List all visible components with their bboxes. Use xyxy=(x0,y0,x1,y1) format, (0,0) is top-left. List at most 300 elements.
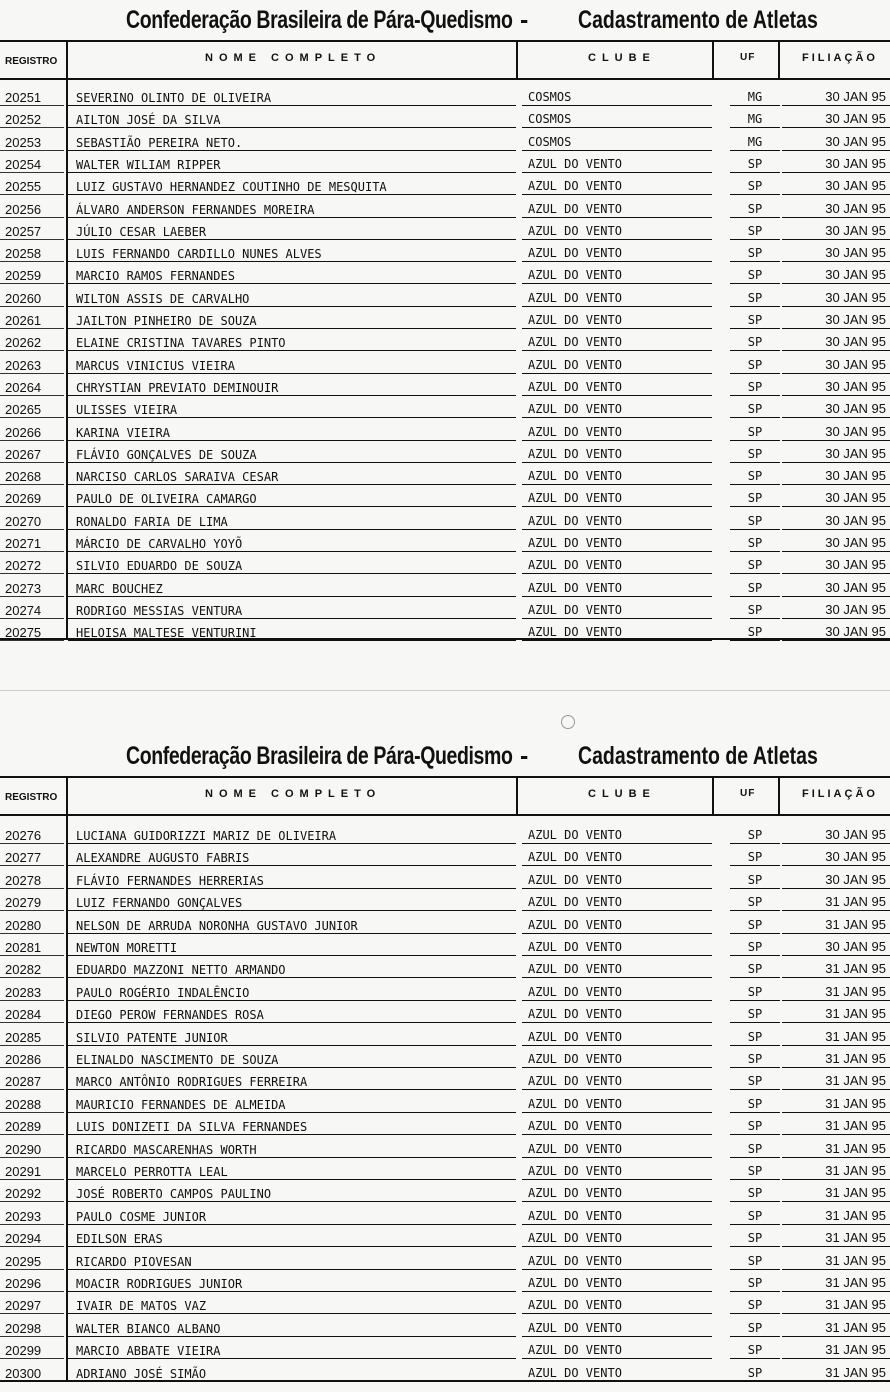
cell-filiacao: 31 JAN 95 xyxy=(825,1185,886,1201)
cell-registro: 20255 xyxy=(5,179,42,195)
cell-filiacao: 30 JAN 95 xyxy=(825,468,886,484)
cell-uf: SP xyxy=(747,335,763,350)
column-divider xyxy=(712,776,714,816)
cell-uf: SP xyxy=(747,179,763,194)
cell-clube: AZUL DO VENTO xyxy=(528,1052,622,1066)
table-row xyxy=(0,285,890,307)
cell-filiacao: 30 JAN 95 xyxy=(825,289,886,305)
cell-uf: SP xyxy=(747,940,763,954)
cell-filiacao: 30 JAN 95 xyxy=(825,356,886,372)
cell-filiacao: 30 JAN 95 xyxy=(825,267,886,283)
cell-clube: AZUL DO VENTO xyxy=(528,335,622,350)
table-row xyxy=(0,552,890,574)
cell-registro: 20278 xyxy=(5,872,42,888)
cell-registro: 20263 xyxy=(5,357,42,373)
cell-nome: FLÁVIO GONÇALVES DE SOUZA xyxy=(76,447,257,462)
table-row xyxy=(0,912,890,934)
cell-registro: 20300 xyxy=(5,1365,42,1381)
table-row xyxy=(0,1292,890,1314)
cell-registro: 20253 xyxy=(5,134,42,150)
cell-nome: WALTER WILIAM RIPPER xyxy=(76,157,221,172)
table-row xyxy=(0,822,890,844)
cell-nome: ADRIANO JOSÉ SIMÃO xyxy=(76,1366,207,1381)
cell-registro: 20261 xyxy=(5,313,42,328)
cell-clube: AZUL DO VENTO xyxy=(528,201,622,216)
cell-registro: 20279 xyxy=(5,895,42,911)
column-header-row xyxy=(0,776,890,816)
cell-filiacao: 30 JAN 95 xyxy=(825,827,886,842)
cell-registro: 20259 xyxy=(5,268,42,284)
cell-nome: MAURICIO FERNANDES DE ALMEIDA xyxy=(76,1097,286,1112)
cell-uf: SP xyxy=(747,984,763,999)
header-nome-completo: NOME COMPLETO xyxy=(205,52,382,64)
cell-filiacao: 30 JAN 95 xyxy=(825,312,886,327)
title-cadastramento: Cadastramento de Atletas xyxy=(578,6,818,34)
cell-registro: 20271 xyxy=(5,536,42,551)
table-row xyxy=(0,1180,890,1202)
column-divider xyxy=(516,776,518,816)
cell-nome: JAILTON PINHEIRO DE SOUZA xyxy=(76,314,257,328)
cell-registro: 20276 xyxy=(5,828,42,843)
cell-registro: 20277 xyxy=(5,850,42,866)
cell-nome: EDUARDO MAZZONI NETTO ARMANDO xyxy=(76,963,286,978)
cell-clube: AZUL DO VENTO xyxy=(528,1343,622,1358)
cell-nome: LUIS FERNANDO CARDILLO NUNES ALVES xyxy=(76,247,322,262)
cell-filiacao: 31 JAN 95 xyxy=(825,1051,886,1066)
cell-nome: AILTON JOSÉ DA SILVA xyxy=(76,113,221,128)
cell-nome: LUCIANA GUIDORIZZI MARIZ DE OLIVEIRA xyxy=(76,829,337,843)
cell-filiacao: 31 JAN 95 xyxy=(825,1073,886,1089)
cell-uf: SP xyxy=(747,290,763,305)
table-row xyxy=(0,575,890,597)
cell-clube: AZUL DO VENTO xyxy=(528,558,622,573)
underline-rule xyxy=(782,640,890,641)
cell-uf: SP xyxy=(747,536,763,550)
table-row xyxy=(0,1001,890,1023)
table-row xyxy=(0,240,890,262)
cell-nome: WALTER BIANCO ALBANO xyxy=(76,1321,221,1336)
cell-filiacao: 30 JAN 95 xyxy=(825,133,886,149)
cell-filiacao: 31 JAN 95 xyxy=(825,1230,886,1246)
cell-uf: SP xyxy=(747,580,763,595)
header-filiacao: FILIAÇÃO xyxy=(802,52,878,64)
cell-nome: SEVERINO OLINTO DE OLIVEIRA xyxy=(76,91,272,105)
table-row xyxy=(0,934,890,956)
header-clube: CLUBE xyxy=(588,788,656,800)
table-row xyxy=(0,867,890,889)
cell-registro: 20272 xyxy=(5,558,42,574)
cell-uf: SP xyxy=(747,1186,763,1201)
cell-uf: SP xyxy=(747,402,763,417)
cell-filiacao: 31 JAN 95 xyxy=(825,1319,886,1335)
cell-nome: NARCISO CARLOS SARAIVA CESAR xyxy=(76,470,279,485)
cell-filiacao: 30 JAN 95 xyxy=(825,849,886,865)
table-row xyxy=(0,1225,890,1247)
cell-clube: AZUL DO VENTO xyxy=(528,156,622,171)
cell-filiacao: 30 JAN 95 xyxy=(825,871,886,887)
cell-uf: SP xyxy=(747,828,763,842)
cell-filiacao: 30 JAN 95 xyxy=(825,445,886,461)
cell-registro: 20285 xyxy=(5,1029,42,1045)
cell-uf: SP xyxy=(747,491,763,506)
cell-uf: SP xyxy=(747,1164,763,1178)
table-row xyxy=(0,1315,890,1337)
cell-clube: AZUL DO VENTO xyxy=(528,1119,622,1134)
cell-clube: AZUL DO VENTO xyxy=(528,513,622,528)
cell-filiacao: 30 JAN 95 xyxy=(825,222,886,238)
cell-uf: SP xyxy=(747,1074,763,1089)
column-divider xyxy=(712,40,714,80)
cell-nome: NELSON DE ARRUDA NORONHA GUSTAVO JUNIOR xyxy=(76,918,358,933)
cell-nome: PAULO DE OLIVEIRA CAMARGO xyxy=(76,492,257,507)
cell-nome: MARC BOUCHEZ xyxy=(76,581,163,596)
underline-rule xyxy=(522,640,712,641)
cell-nome: CHRYSTIAN PREVIATO DEMINOUIR xyxy=(76,380,279,395)
cell-registro: 20295 xyxy=(5,1253,42,1269)
cell-filiacao: 30 JAN 95 xyxy=(825,423,886,439)
cell-filiacao: 31 JAN 95 xyxy=(825,1140,886,1156)
cell-uf: SP xyxy=(747,1007,763,1022)
cell-nome: NEWTON MORETTI xyxy=(76,941,178,955)
table-row xyxy=(0,218,890,240)
athlete-table-body xyxy=(0,84,890,640)
cell-uf: MG xyxy=(747,90,763,104)
cell-clube: COSMOS xyxy=(528,112,572,127)
cell-nome: ELAINE CRISTINA TAVARES PINTO xyxy=(76,336,286,351)
cell-nome: DIEGO PEROW FERNANDES ROSA xyxy=(76,1008,264,1023)
cell-filiacao: 31 JAN 95 xyxy=(825,961,886,977)
cell-uf: SP xyxy=(747,625,763,640)
cell-filiacao: 30 JAN 95 xyxy=(825,178,886,194)
cell-registro: 20289 xyxy=(5,1119,42,1135)
cell-uf: SP xyxy=(747,872,763,887)
sheet-bottom-rule xyxy=(0,1380,890,1382)
cell-filiacao: 30 JAN 95 xyxy=(825,155,886,171)
cell-registro: 20268 xyxy=(5,469,42,485)
cell-filiacao: 30 JAN 95 xyxy=(825,200,886,216)
cell-clube: AZUL DO VENTO xyxy=(528,1320,622,1335)
cell-uf: SP xyxy=(747,1365,763,1380)
cell-clube: AZUL DO VENTO xyxy=(528,179,622,194)
cell-nome: MARCUS VINICIUS VIEIRA xyxy=(76,358,235,373)
cell-uf: SP xyxy=(747,1096,763,1111)
cell-uf: SP xyxy=(747,1208,763,1223)
cell-clube: AZUL DO VENTO xyxy=(528,602,622,617)
cell-uf: SP xyxy=(747,1276,763,1290)
cell-clube: AZUL DO VENTO xyxy=(528,625,622,640)
header-clube: CLUBE xyxy=(588,52,656,64)
cell-uf: SP xyxy=(747,1298,763,1313)
cell-clube: AZUL DO VENTO xyxy=(528,246,622,261)
cell-registro: 20258 xyxy=(5,246,42,262)
cell-clube: AZUL DO VENTO xyxy=(528,828,622,842)
column-divider xyxy=(778,776,780,816)
cell-clube: AZUL DO VENTO xyxy=(528,1186,622,1201)
cell-registro: 20252 xyxy=(5,112,42,128)
cell-registro: 20288 xyxy=(5,1096,42,1112)
cell-nome: KARINA VIEIRA xyxy=(76,425,170,440)
cell-filiacao: 30 JAN 95 xyxy=(825,579,886,595)
cell-registro: 20284 xyxy=(5,1007,42,1023)
cell-registro: 20265 xyxy=(5,402,42,418)
header-registro: REGISTRO xyxy=(5,792,58,803)
cell-clube: AZUL DO VENTO xyxy=(528,1276,622,1290)
cell-registro: 20274 xyxy=(5,602,42,618)
cell-filiacao: 30 JAN 95 xyxy=(825,89,886,104)
cell-clube: AZUL DO VENTO xyxy=(528,1096,622,1111)
registry-sheet-2 xyxy=(0,736,890,1392)
cell-uf: SP xyxy=(747,313,763,327)
cell-uf: SP xyxy=(747,1343,763,1358)
underline-rule xyxy=(730,640,780,641)
cell-filiacao: 31 JAN 95 xyxy=(825,1275,886,1290)
table-row xyxy=(0,1068,890,1090)
title-confederacao: Confederação Brasileira de Pára-Quedismo xyxy=(126,6,513,34)
cell-nome: RODRIGO MESSIAS VENTURA xyxy=(76,603,243,618)
table-row xyxy=(0,597,890,619)
cell-registro: 20254 xyxy=(5,156,42,172)
cell-clube: AZUL DO VENTO xyxy=(528,424,622,439)
cell-nome: ULISSES VIEIRA xyxy=(76,403,178,418)
cell-nome: LUIZ GUSTAVO HERNANDEZ COUTINHO DE MESQUITA xyxy=(76,180,387,195)
cell-nome: SILVIO EDUARDO DE SOUZA xyxy=(76,559,243,574)
table-row xyxy=(0,1360,890,1382)
cell-registro: 20273 xyxy=(5,580,42,596)
cell-clube: AZUL DO VENTO xyxy=(528,446,622,461)
cell-filiacao: 31 JAN 95 xyxy=(825,894,886,910)
table-row xyxy=(0,173,890,195)
header-registro: REGISTRO xyxy=(5,56,58,67)
cell-registro: 20293 xyxy=(5,1208,42,1224)
cell-nome: RICARDO PIOVESAN xyxy=(76,1254,192,1269)
cell-uf: MG xyxy=(747,134,763,149)
cell-registro: 20270 xyxy=(5,513,42,529)
table-row xyxy=(0,84,890,106)
cell-nome: FLÁVIO FERNANDES HERRERIAS xyxy=(76,873,264,888)
cell-uf: SP xyxy=(747,446,763,461)
table-row xyxy=(0,352,890,374)
cell-registro: 20275 xyxy=(5,625,42,641)
table-row xyxy=(0,1046,890,1068)
table-row xyxy=(0,1270,890,1292)
cell-uf: SP xyxy=(747,1141,763,1156)
cell-registro: 20281 xyxy=(5,940,42,955)
table-row xyxy=(0,889,890,911)
cell-uf: SP xyxy=(747,1119,763,1134)
cell-nome: JOSÉ ROBERTO CAMPOS PAULINO xyxy=(76,1187,272,1202)
cell-registro: 20260 xyxy=(5,290,42,306)
table-row xyxy=(0,485,890,507)
cell-filiacao: 31 JAN 95 xyxy=(825,916,886,932)
header-filiacao: FILIAÇÃO xyxy=(802,788,878,800)
cell-uf: SP xyxy=(747,1052,763,1066)
cell-nome: HELOISA MALTESE VENTURINI xyxy=(76,626,257,641)
cell-nome: MOACIR RODRIGUES JUNIOR xyxy=(76,1277,243,1291)
cell-nome: SEBASTIÃO PEREIRA NETO. xyxy=(76,135,243,150)
cell-registro: 20264 xyxy=(5,379,42,395)
cell-clube: AZUL DO VENTO xyxy=(528,872,622,887)
cell-uf: SP xyxy=(747,1231,763,1246)
table-row xyxy=(0,1158,890,1180)
cell-filiacao: 31 JAN 95 xyxy=(825,1207,886,1223)
cell-nome: ÁLVARO ANDERSON FERNANDES MOREIRA xyxy=(76,202,315,217)
cell-nome: MARCIO RAMOS FERNANDES xyxy=(76,269,235,284)
cell-registro: 20282 xyxy=(5,962,42,978)
cell-clube: AZUL DO VENTO xyxy=(528,1208,622,1223)
table-row xyxy=(0,262,890,284)
cell-uf: SP xyxy=(747,558,763,573)
cell-clube: AZUL DO VENTO xyxy=(528,1007,622,1022)
cell-uf: SP xyxy=(747,917,763,932)
table-row xyxy=(0,979,890,1001)
table-row xyxy=(0,844,890,866)
cell-registro: 20280 xyxy=(5,917,42,933)
cell-filiacao: 30 JAN 95 xyxy=(825,490,886,506)
cell-uf: SP xyxy=(747,223,763,238)
column-divider xyxy=(778,40,780,80)
cell-clube: AZUL DO VENTO xyxy=(528,290,622,305)
cell-uf: SP xyxy=(747,1253,763,1268)
cell-clube: AZUL DO VENTO xyxy=(528,962,622,977)
cell-registro: 20294 xyxy=(5,1231,42,1247)
cell-nome: MARCELO PERROTTA LEAL xyxy=(76,1165,228,1179)
cell-filiacao: 30 JAN 95 xyxy=(825,401,886,417)
cell-clube: AZUL DO VENTO xyxy=(528,984,622,999)
punch-hole-mark xyxy=(561,715,575,729)
cell-nome: SILVIO PATENTE JUNIOR xyxy=(76,1030,228,1045)
table-row xyxy=(0,151,890,173)
table-row xyxy=(0,1113,890,1135)
cell-nome: MARCIO ABBATE VIEIRA xyxy=(76,1344,221,1359)
cell-clube: COSMOS xyxy=(528,134,572,149)
title-separator: - xyxy=(520,6,529,34)
title-cadastramento: Cadastramento de Atletas xyxy=(578,742,818,770)
cell-filiacao: 31 JAN 95 xyxy=(825,1342,886,1358)
table-row xyxy=(0,329,890,351)
cell-uf: SP xyxy=(747,156,763,171)
table-row xyxy=(0,106,890,128)
cell-registro: 20256 xyxy=(5,201,42,217)
cell-filiacao: 30 JAN 95 xyxy=(825,512,886,528)
table-row xyxy=(0,1248,890,1270)
table-row xyxy=(0,419,890,441)
cell-clube: AZUL DO VENTO xyxy=(528,940,622,954)
cell-nome: LUIZ FERNANDO GONÇALVES xyxy=(76,896,243,911)
column-divider xyxy=(516,40,518,80)
header-nome-completo: NOME COMPLETO xyxy=(205,788,382,800)
cell-filiacao: 31 JAN 95 xyxy=(825,1252,886,1268)
cell-registro: 20262 xyxy=(5,335,42,351)
table-row xyxy=(0,1203,890,1225)
cell-registro: 20251 xyxy=(5,90,42,105)
cell-registro: 20290 xyxy=(5,1141,42,1157)
cell-nome: ALEXANDRE AUGUSTO FABRIS xyxy=(76,851,250,866)
cell-nome: PAULO ROGÉRIO INDALÊNCIO xyxy=(76,985,250,1000)
table-row xyxy=(0,196,890,218)
cell-clube: AZUL DO VENTO xyxy=(528,1365,622,1380)
cell-nome: MÁRCIO DE CARVALHO YOYÕ xyxy=(76,537,243,551)
sheet-bottom-rule xyxy=(0,638,890,640)
cell-filiacao: 30 JAN 95 xyxy=(825,939,886,954)
page-divider xyxy=(0,690,890,691)
table-row xyxy=(0,374,890,396)
cell-clube: AZUL DO VENTO xyxy=(528,850,622,865)
cell-nome: LUIS DONIZETI DA SILVA FERNANDES xyxy=(76,1120,308,1135)
cell-filiacao: 30 JAN 95 xyxy=(825,378,886,394)
cell-clube: COSMOS xyxy=(528,90,572,104)
cell-uf: SP xyxy=(747,424,763,439)
table-row xyxy=(0,129,890,151)
cell-filiacao: 31 JAN 95 xyxy=(825,1364,886,1380)
cell-registro: 20269 xyxy=(5,491,42,507)
cell-uf: MG xyxy=(747,112,763,127)
cell-clube: AZUL DO VENTO xyxy=(528,223,622,238)
cell-filiacao: 30 JAN 95 xyxy=(825,535,886,550)
cell-uf: SP xyxy=(747,201,763,216)
cell-registro: 20296 xyxy=(5,1276,42,1291)
sheet-title-row xyxy=(0,2,890,42)
cell-clube: AZUL DO VENTO xyxy=(528,1141,622,1156)
cell-filiacao: 31 JAN 95 xyxy=(825,1163,886,1178)
cell-clube: AZUL DO VENTO xyxy=(528,1029,622,1044)
cell-clube: AZUL DO VENTO xyxy=(528,1074,622,1089)
cell-uf: SP xyxy=(747,513,763,528)
cell-filiacao: 30 JAN 95 xyxy=(825,557,886,573)
table-row xyxy=(0,530,890,552)
table-row xyxy=(0,441,890,463)
table-row xyxy=(0,1091,890,1113)
cell-clube: AZUL DO VENTO xyxy=(528,1253,622,1268)
cell-clube: AZUL DO VENTO xyxy=(528,357,622,372)
cell-clube: AZUL DO VENTO xyxy=(528,268,622,283)
header-uf: UF xyxy=(740,788,756,799)
cell-nome: IVAIR DE MATOS VAZ xyxy=(76,1299,207,1314)
cell-filiacao: 30 JAN 95 xyxy=(825,601,886,617)
header-uf: UF xyxy=(740,52,756,63)
cell-uf: SP xyxy=(747,268,763,283)
registry-sheet-1 xyxy=(0,0,890,650)
cell-uf: SP xyxy=(747,602,763,617)
cell-filiacao: 30 JAN 95 xyxy=(825,334,886,350)
cell-clube: AZUL DO VENTO xyxy=(528,469,622,484)
cell-registro: 20267 xyxy=(5,446,42,462)
cell-registro: 20291 xyxy=(5,1164,42,1179)
cell-uf: SP xyxy=(747,895,763,910)
cell-registro: 20299 xyxy=(5,1343,42,1359)
athlete-table-body xyxy=(0,822,890,1382)
cell-nome: EDILSON ERAS xyxy=(76,1232,163,1247)
cell-clube: AZUL DO VENTO xyxy=(528,895,622,910)
column-header-row xyxy=(0,40,890,80)
cell-clube: AZUL DO VENTO xyxy=(528,491,622,506)
cell-clube: AZUL DO VENTO xyxy=(528,1298,622,1313)
cell-nome: PAULO COSME JUNIOR xyxy=(76,1209,207,1224)
cell-filiacao: 31 JAN 95 xyxy=(825,1006,886,1022)
table-row xyxy=(0,508,890,530)
cell-clube: AZUL DO VENTO xyxy=(528,1231,622,1246)
cell-uf: SP xyxy=(747,1320,763,1335)
table-row xyxy=(0,463,890,485)
cell-clube: AZUL DO VENTO xyxy=(528,402,622,417)
cell-nome: JÚLIO CESAR LAEBER xyxy=(76,224,207,239)
underline-rule xyxy=(68,640,516,641)
table-row xyxy=(0,956,890,978)
cell-registro: 20257 xyxy=(5,223,42,239)
cell-nome: WILTON ASSIS DE CARVALHO xyxy=(76,291,250,306)
cell-registro: 20286 xyxy=(5,1052,42,1067)
sheet-title-row xyxy=(0,738,890,778)
cell-registro: 20287 xyxy=(5,1074,42,1090)
